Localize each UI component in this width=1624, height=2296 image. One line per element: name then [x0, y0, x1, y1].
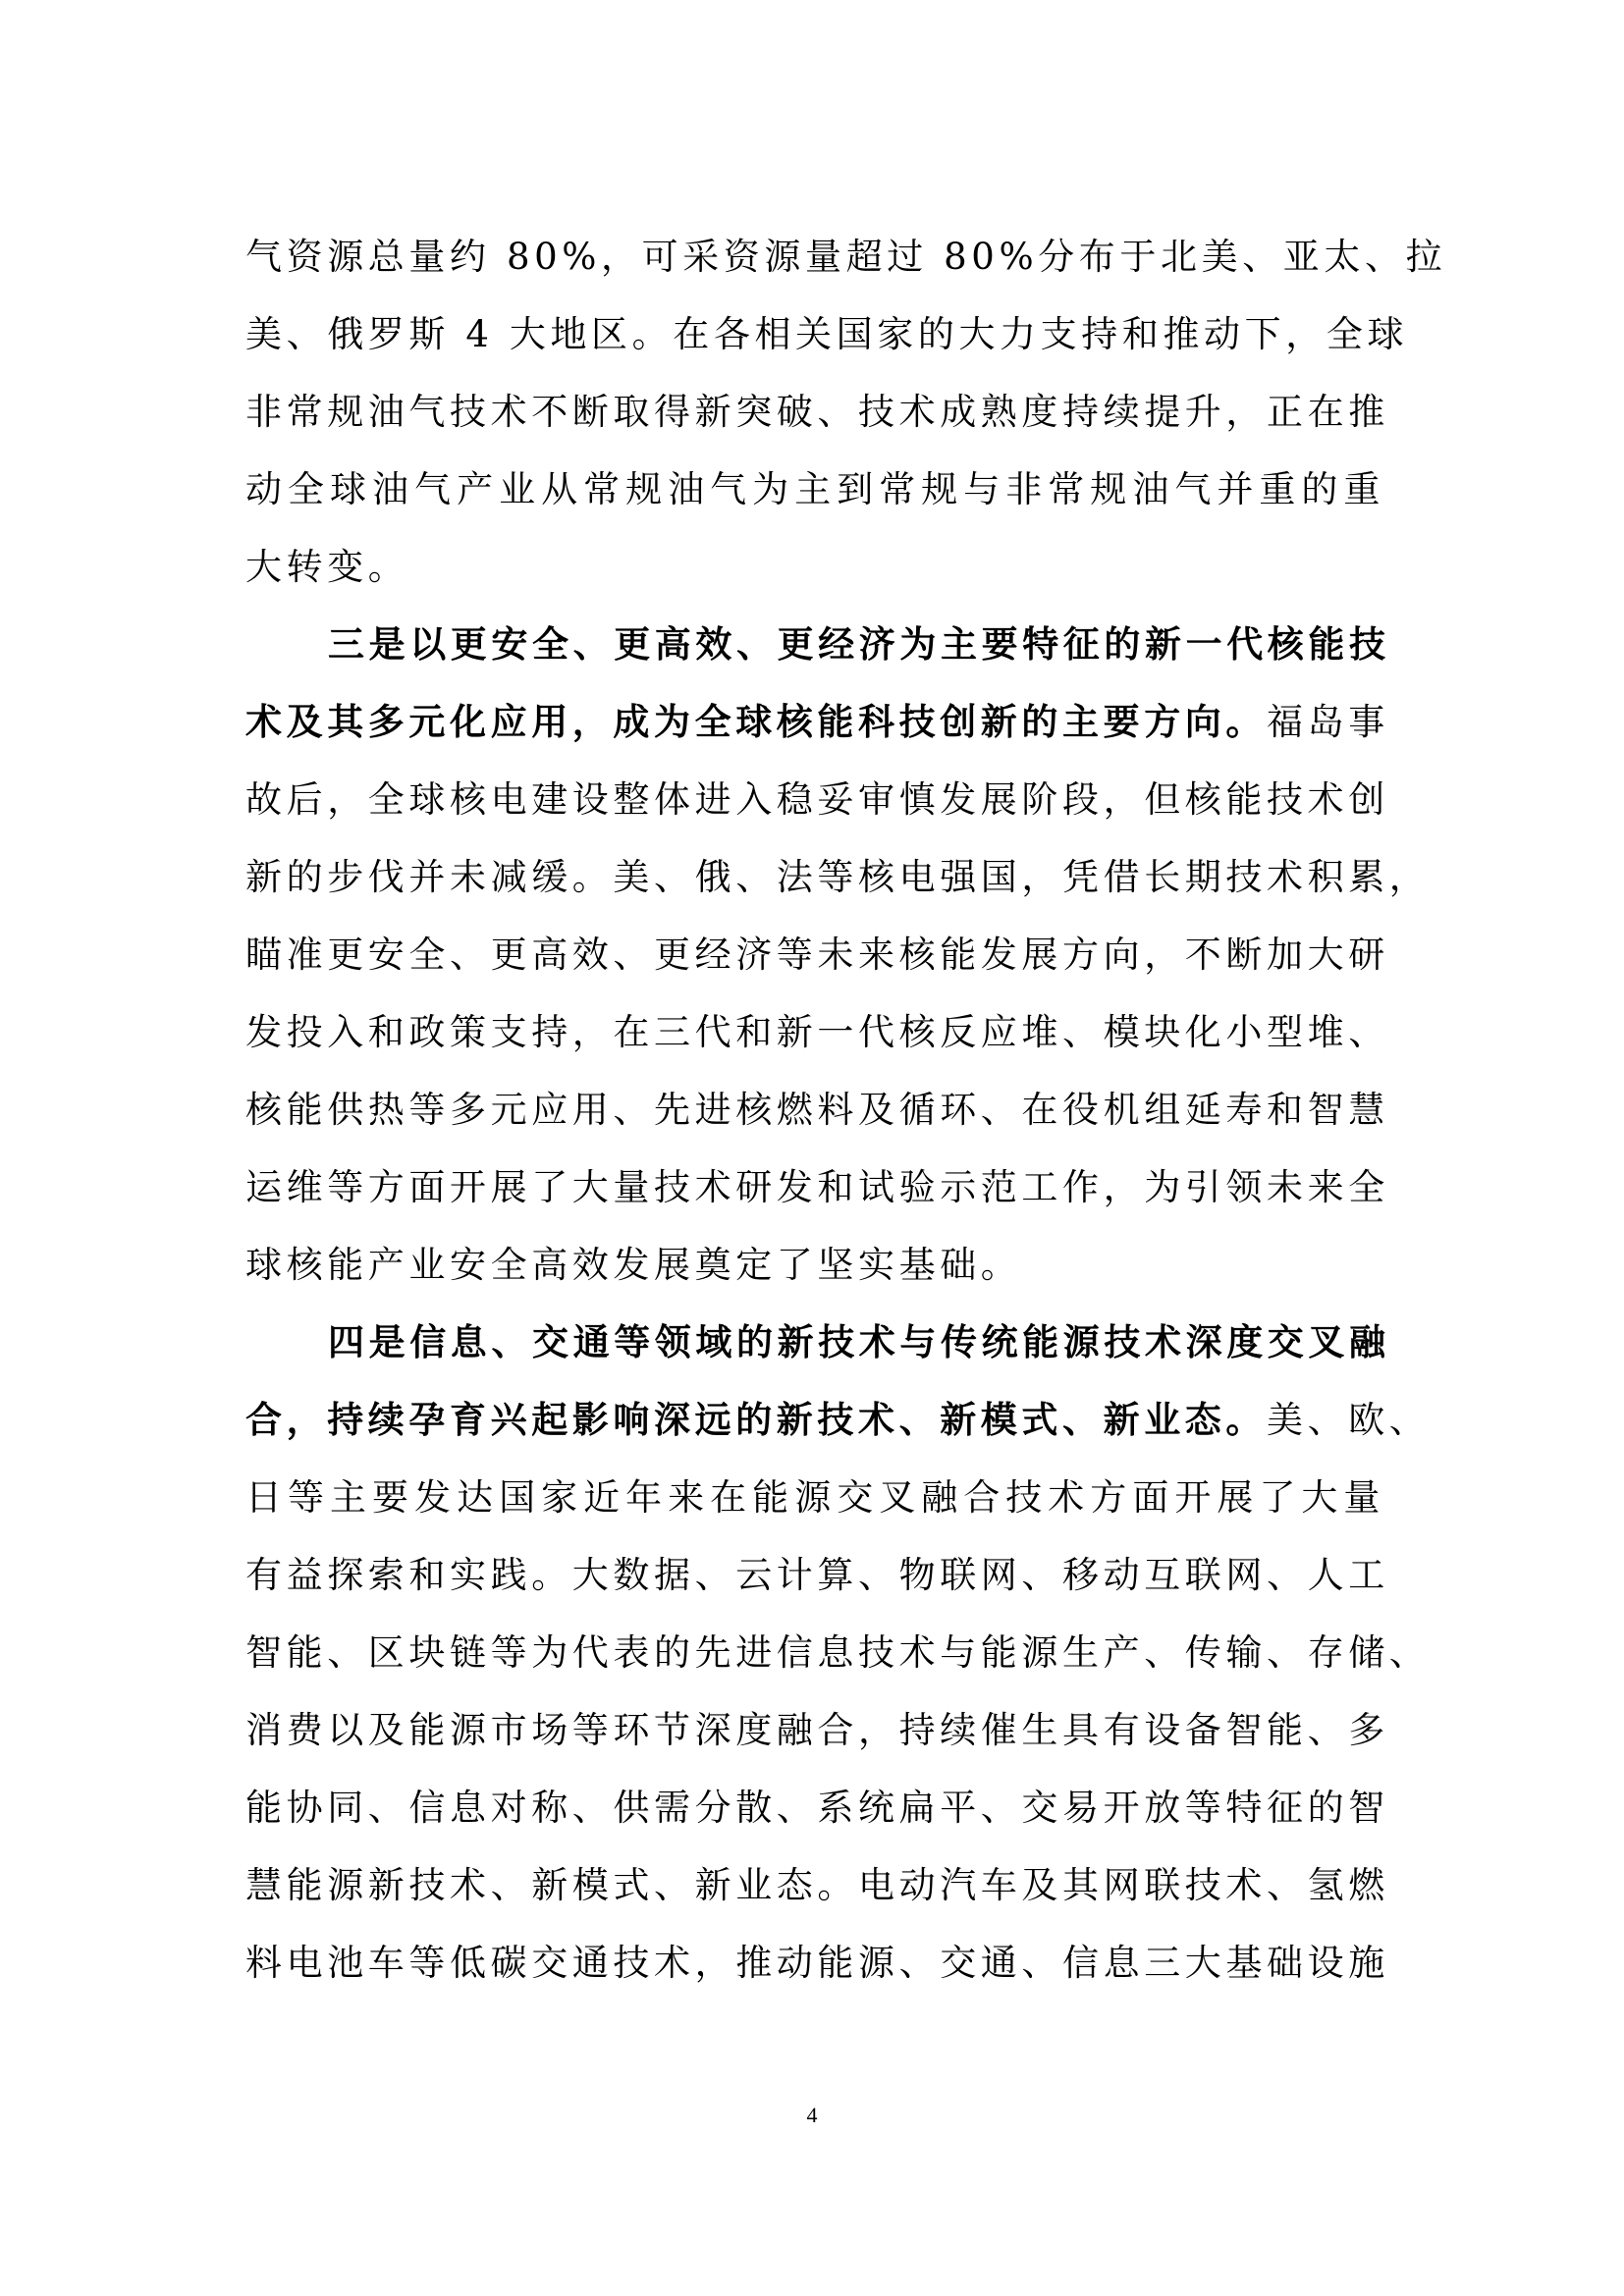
text-line: 发投入和政策支持，在三代和新一代核反应堆、模块化小型堆、 [245, 1011, 1389, 1053]
text-line: 智能、区块链等为代表的先进信息技术与能源生产、传输、存储、 [245, 1631, 1431, 1674]
text-line: 能协同、信息对称、供需分散、系统扁平、交易开放等特征的智 [245, 1787, 1389, 1829]
text-line: 非常规油气技术不断取得新突破、技术成熟度持续提升，正在推 [245, 391, 1389, 433]
paragraph-nuclear [245, 606, 1431, 1304]
text-line [245, 1304, 1390, 1381]
text-line: 故后，全球核电建设整体进入稳妥审慎发展阶段，但核能技术创 [245, 778, 1389, 821]
text-line [245, 606, 1390, 683]
text-line: 动全球油气产业从常规油气为主到常规与非常规油气并重的重 [245, 468, 1384, 510]
page-number: 4 [806, 2103, 818, 2127]
text-line: 有益探索和实践。大数据、云计算、物联网、移动互联网、人工 [245, 1554, 1389, 1596]
text-line: 新的步伐并未减缓。美、俄、法等核电强国，凭借长期技术积累， [245, 856, 1431, 898]
text-line: 料电池车等低碳交通技术，推动能源、交通、信息三大基础设施 [245, 1942, 1389, 1984]
text-line: 大转变。 [245, 546, 409, 588]
text-line: 日等主要发达国家近年来在能源交叉融合技术方面开展了大量 [245, 1476, 1384, 1519]
paragraph-oil-gas [245, 218, 1447, 606]
text-line: 合，持续孕育兴起影响深远的新技术、新模式、新业态。美、欧、 [245, 1398, 1431, 1441]
text-line: 核能供热等多元应用、先进核燃料及循环、在役机组延寿和智慧 [245, 1089, 1389, 1131]
paragraph-cross-fusion [245, 1304, 1431, 2002]
text-line: 瞄准更安全、更高效、更经济等未来核能发展方向，不断加大研 [245, 934, 1389, 976]
text-line: 消费以及能源市场等环节深度融合，持续催生具有设备智能、多 [245, 1709, 1389, 1751]
bold-heading-text: 四是信息、交通等领域的新技术与传统能源技术深度交叉融 [328, 1320, 1390, 1363]
text-line: 慧能源新技术、新模式、新业态。电动汽车及其网联技术、氢燃 [245, 1864, 1389, 1906]
bold-heading-text: 合，持续孕育兴起影响深远的新技术、新模式、新业态。 [245, 1398, 1267, 1441]
text-line: 球核能产业安全高效发展奠定了坚实基础。 [245, 1244, 1022, 1286]
text-line: 美、俄罗斯 4 大地区。在各相关国家的大力支持和推动下，全球 [245, 313, 1409, 355]
bold-heading-text: 三是以更安全、更高效、更经济为主要特征的新一代核能技 [328, 622, 1390, 666]
bold-heading-text: 术及其多元化应用，成为全球核能科技创新的主要方向。 [245, 700, 1267, 743]
document-page-body [245, 218, 1447, 2002]
text-line: 气资源总量约 80%，可采资源量超过 80%分布于北美、亚太、拉 [245, 236, 1447, 278]
text-line: 术及其多元化应用，成为全球核能科技创新的主要方向。福岛事 [245, 700, 1389, 743]
text-line: 运维等方面开展了大量技术研发和试验示范工作，为引领未来全 [245, 1166, 1389, 1208]
